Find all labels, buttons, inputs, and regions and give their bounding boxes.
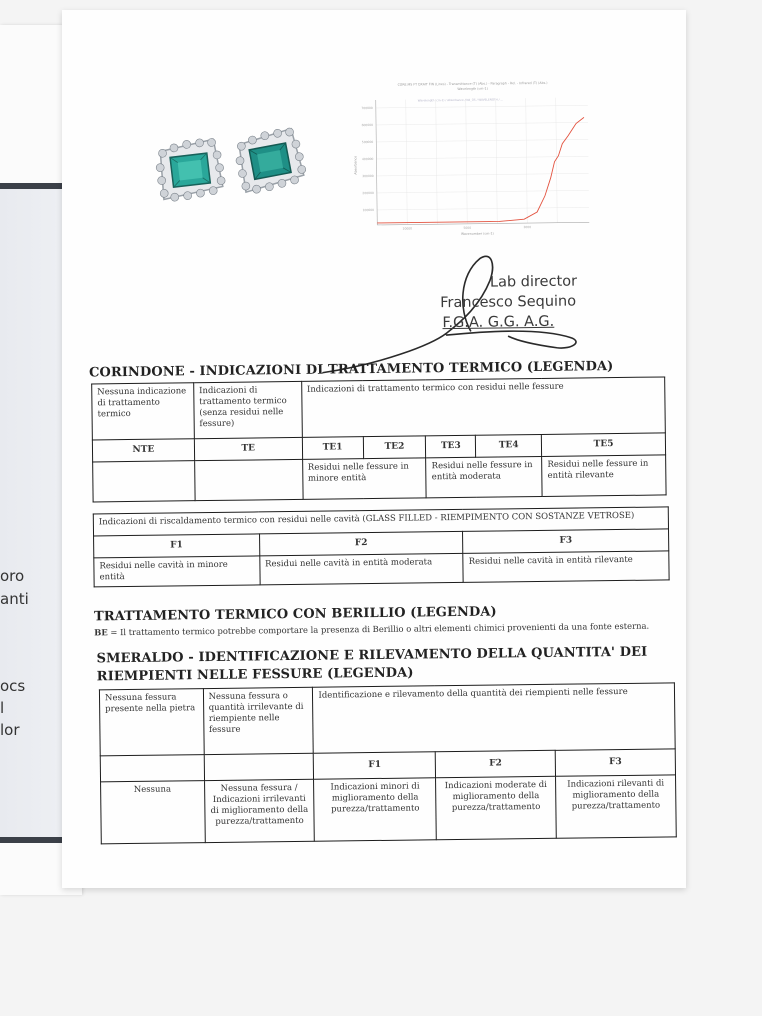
x-tick-label: 10000 xyxy=(402,226,413,231)
table-cell: Identificazione e rilevamento della quantità dei riempienti nelle fessure xyxy=(313,683,675,753)
code-cell: TE xyxy=(194,437,302,460)
graph-subtitle: Wavelength (cm-1) / Absorbance / Nd_OS / WAVELENGTH / ... xyxy=(417,97,504,103)
code-cell: TE5 xyxy=(542,433,666,457)
table-cell xyxy=(93,461,195,502)
table-cell: Residui nelle fessure in entità rilevante xyxy=(542,455,666,497)
x-tick-label: 5000 xyxy=(463,225,472,230)
adjacent-text-line: ocs xyxy=(0,677,26,695)
table-cell: Nessuna fessura presente nella pietra xyxy=(99,689,203,756)
x-tick-label: 3000 xyxy=(523,225,532,230)
table-cell: Residui nelle cavità in minore entità xyxy=(94,556,260,587)
adjacent-text-line: oro xyxy=(0,567,25,585)
table-cell: Indicazioni moderate di miglioramento della purezza/trattamento xyxy=(436,776,557,839)
table-cell: Residui nelle fessure in entità moderata xyxy=(426,456,542,497)
code-cell: TE4 xyxy=(476,434,542,457)
y-tick-label: 600000 xyxy=(361,122,374,128)
y-tick-label: 400000 xyxy=(361,156,374,162)
graph-x-axis-label: Wavenumber (cm-1) xyxy=(460,231,494,236)
lab-director-title: Lab director xyxy=(489,273,578,291)
spectrum-graph xyxy=(347,77,594,240)
adjacent-text-line: anti xyxy=(0,590,29,608)
y-tick-label: 200000 xyxy=(362,190,374,196)
spectrum-line xyxy=(376,117,585,223)
table-cell: Residui nelle cavità in entità rilevante xyxy=(463,551,669,583)
emerald-earring-left-image xyxy=(151,134,228,204)
smeraldo-table xyxy=(99,682,677,844)
corindone-table xyxy=(91,376,666,502)
table-cell: Indicazioni di riscaldamento termico con residui nelle cavità (GLASS FILLED - RIEMPIMENTO CON SOSTANZE VETROSE) xyxy=(93,507,668,536)
code-cell: F3 xyxy=(555,749,675,776)
code-cell: F1 xyxy=(314,752,436,779)
code-cell: F2 xyxy=(259,531,463,555)
berillio-abbr: BE xyxy=(94,627,108,638)
y-tick-label: 500000 xyxy=(361,139,374,145)
table-cell: Nessuna indicazione di trattamento termico xyxy=(92,383,195,440)
emerald-earring-right-image xyxy=(229,123,309,197)
glass-filled-table xyxy=(93,506,670,587)
y-tick-label: 700000 xyxy=(361,105,373,111)
table-cell: Nessuna xyxy=(101,781,205,844)
table-cell xyxy=(194,459,302,500)
graph-y-axis-label: Absorbance xyxy=(353,155,358,175)
graph-title-line2: Wavelength (cm-1) xyxy=(457,86,488,91)
y-tick-label: 300000 xyxy=(362,173,374,179)
code-cell: TE2 xyxy=(363,436,426,459)
code-cell: F2 xyxy=(435,750,555,777)
code-cell: TE1 xyxy=(302,437,363,460)
table-cell: Residui nelle fessure in minore entità xyxy=(302,458,426,500)
berillio-text: = Il trattamento termico potrebbe comportare la presenza di Berillio o altri elementi chimici provenienti da una fonte esterna. xyxy=(107,620,650,638)
table-cell: Nessuna fessura o quantità irrilevante di riempiente nelle fessure xyxy=(203,687,314,754)
table-cell xyxy=(204,753,314,780)
code-cell: F3 xyxy=(463,529,669,554)
smeraldo-heading: SMERALDO - IDENTIFICAZIONE E RILEVAMENTO DELLA QUANTITA' DEI xyxy=(96,644,648,667)
table-cell: Indicazioni di trattamento termico con residui nelle fessure xyxy=(301,377,665,437)
code-cell: NTE xyxy=(92,439,194,462)
lab-director-name: Francesco Sequino xyxy=(440,293,577,312)
table-cell xyxy=(100,755,204,782)
berillio-heading: TRATTAMENTO TERMICO CON BERILLIO (LEGENDA) xyxy=(93,604,497,625)
lab-director-credentials: F.G.A. G.G. A.G. xyxy=(442,313,555,332)
corindone-heading: CORINDONE - INDICAZIONI DI TRATTAMENTO TERMICO (LEGENDA) xyxy=(88,359,614,381)
certificate-page xyxy=(62,10,686,888)
graph-title: CORE.MS FT DXAIT FIN (Lines) - Transmittance (T) (Abs.) - Paragraph - Rel. - Infrared (T) (Abs.) xyxy=(397,80,548,87)
code-cell: F1 xyxy=(94,534,260,558)
table-cell: Residui nelle cavità in entità moderata xyxy=(260,553,464,585)
adjacent-text-line: lor xyxy=(0,721,20,739)
smeraldo-heading-line2: RIEMPIENTI NELLE FESSURE (LEGENDA) xyxy=(96,665,414,685)
adjacent-text-line: l xyxy=(0,699,5,717)
table-cell: Nessuna fessura / Indicazioni irrilevanti di miglioramento della purezza/trattamento xyxy=(204,779,315,842)
code-cell: TE3 xyxy=(426,435,476,458)
table-cell: Indicazioni minori di miglioramento della purezza/trattamento xyxy=(314,778,437,841)
table-cell: Indicazioni rilevanti di miglioramento della purezza/trattamento xyxy=(556,775,677,838)
y-tick-label: 100000 xyxy=(362,207,375,213)
table-cell: Indicazioni di trattamento termico (senza residui nelle fessure) xyxy=(194,381,303,438)
